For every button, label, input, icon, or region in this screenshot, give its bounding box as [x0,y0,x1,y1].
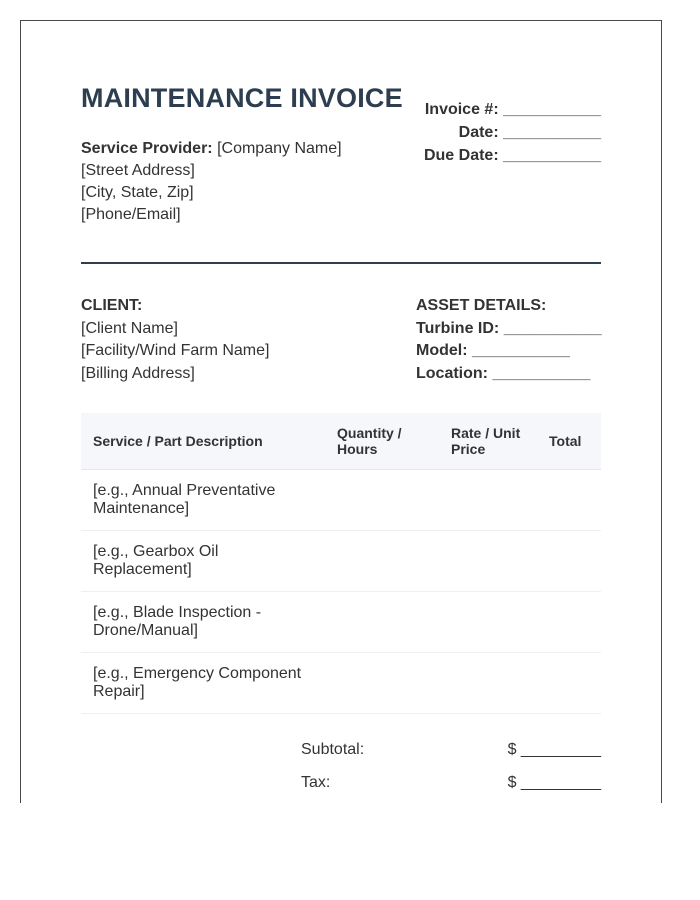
col-header-total: Total [545,413,601,470]
row-quantity [325,531,439,592]
tax-row [301,771,601,803]
turbine-id-row [416,318,602,341]
tax-value: $ _________ [507,774,601,791]
row-total [545,592,601,653]
due-date-row [424,144,601,167]
model-blank: ___________ [472,342,570,359]
client-facility: [Facility/Wind Farm Name] [81,342,270,359]
invoice-number-label: Invoice #: [424,101,499,118]
row-total [545,470,601,531]
row-description: [e.g., Emergency Component Repair] [81,653,325,714]
invoice-meta-block [424,98,601,167]
totals-block [301,738,601,803]
due-date-label: Due Date: [423,147,499,164]
turbine-id-blank: ___________ [503,319,602,337]
table-row [81,470,601,531]
model-row [416,340,602,363]
tax-label: Tax: [301,774,331,791]
row-rate [439,470,545,531]
row-description: [e.g., Annual Preventative Maintenance] [81,470,325,531]
col-header-description: Service / Part Description [81,413,325,470]
row-description: [e.g., Gearbox Oil Replacement] [81,531,325,592]
table-row [81,592,601,653]
invoice-page [20,20,662,803]
invoice-date-blank: ___________ [503,124,601,141]
invoice-number-row [424,98,601,121]
row-rate [439,592,545,653]
header-divider [81,262,601,264]
subtotal-row [301,738,601,771]
row-rate [439,531,545,592]
location-row [416,363,602,386]
table-row [81,653,601,714]
row-description: [e.g., Blade Inspection - Drone/Manual] [81,592,325,653]
due-date-blank: ___________ [503,147,601,164]
provider-city: [City, State, Zip] [81,184,194,201]
invoice-date-label: Date: [458,124,499,141]
col-header-quantity: Quantity / Hours [325,413,439,470]
table-row [81,531,601,592]
service-provider-block [81,138,342,226]
subtotal-label: Subtotal: [301,741,365,758]
row-quantity [325,470,439,531]
row-quantity [325,653,439,714]
row-total [545,653,601,714]
asset-details-block [416,295,602,385]
asset-heading: ASSET DETAILS: [416,297,547,314]
invoice-number-blank: ___________ [503,101,601,118]
location-blank: ___________ [492,364,591,382]
line-items-table [81,413,601,714]
provider-street: [Street Address] [81,162,195,179]
invoice-date-row [424,121,601,144]
table-header-row [81,413,601,470]
col-header-rate: Rate / Unit Price [439,413,545,470]
row-total [545,531,601,592]
invoice-title: MAINTENANCE INVOICE [81,83,403,113]
provider-contact: [Phone/Email] [81,206,181,223]
turbine-id-label: Turbine ID: [416,319,500,337]
model-label: Model: [416,342,468,359]
row-quantity [325,592,439,653]
provider-name-line [81,138,342,160]
client-name: [Client Name] [81,319,178,337]
provider-label: Service Provider: [81,140,213,157]
client-billing-address: [Billing Address] [81,364,195,382]
client-block [81,295,269,385]
location-label: Location: [416,364,488,382]
row-rate [439,653,545,714]
subtotal-value: $ _________ [507,741,601,758]
provider-company-name: [Company Name] [217,140,342,157]
client-heading: CLIENT: [81,297,143,314]
